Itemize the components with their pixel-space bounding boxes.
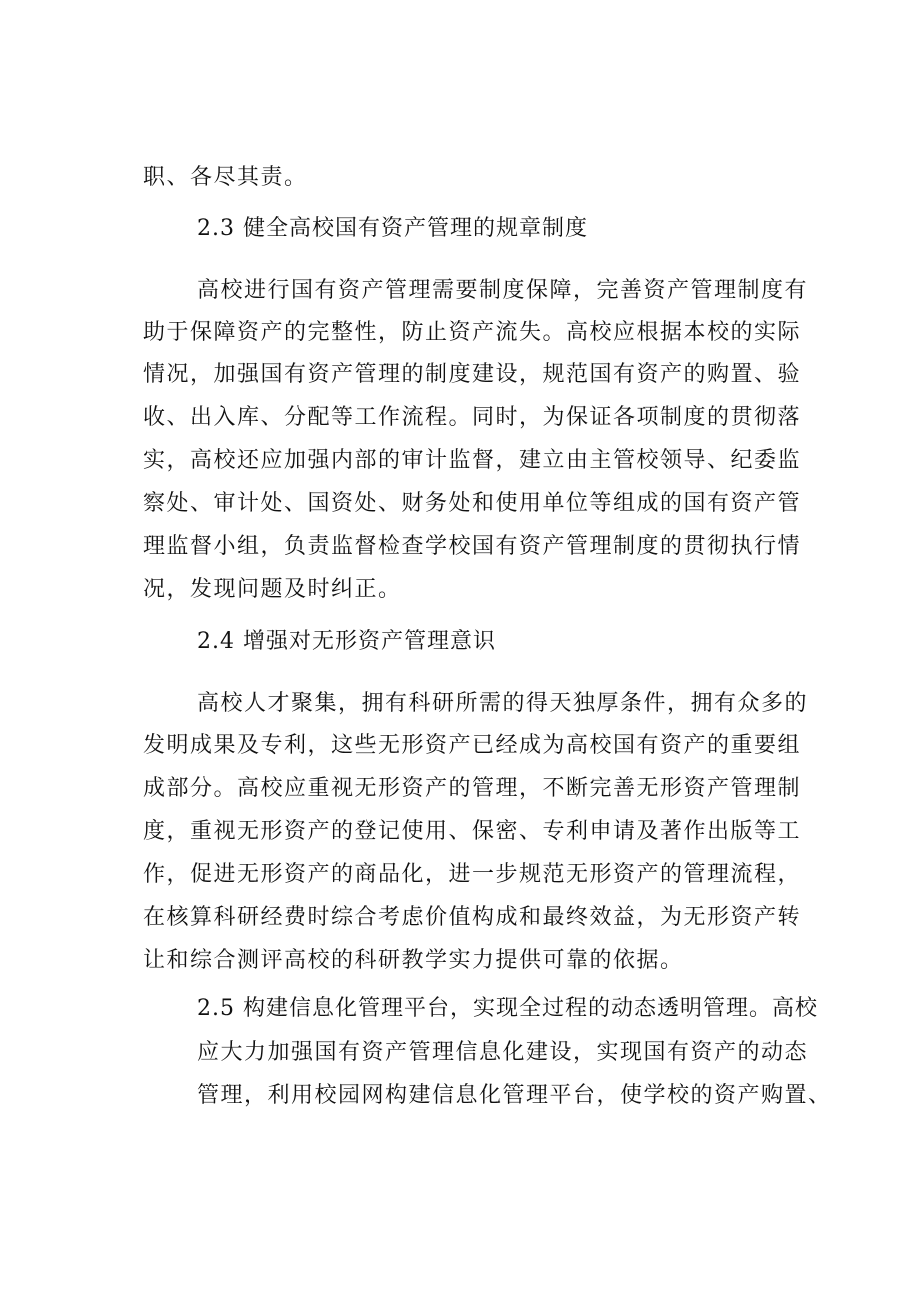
paragraph-line: 度，重视无形资产的登记使用、保密、专利申请及著作出版等工 bbox=[143, 819, 802, 844]
paragraph-line: 管理，利用校园网构建信息化管理平台，使学校的资产购置、 bbox=[197, 1083, 832, 1108]
paragraph-line: 职、各尽其责。 bbox=[143, 165, 308, 190]
section-heading-2-4: 2.4 增强对无形资产管理意识 bbox=[197, 629, 496, 654]
paragraph-line: 情况，加强国有资产管理的制度建设，规范国有资产的购置、验 bbox=[143, 362, 802, 387]
paragraph-line: 发明成果及专利，这些无形资产已经成为高校国有资产的重要组 bbox=[143, 733, 802, 758]
paragraph-line: 高校人才聚集，拥有科研所需的得天独厚条件，拥有众多的 bbox=[197, 691, 809, 716]
section-heading-2-5: 2.5 构建信息化管理平台，实现全过程的动态透明管理。高校 bbox=[197, 996, 818, 1021]
paragraph-line: 成部分。高校应重视无形资产的管理，不断完善无形资产管理制 bbox=[143, 776, 802, 801]
paragraph-line: 高校进行国有资产管理需要制度保障，完善资产管理制度有 bbox=[197, 278, 809, 303]
section-heading-2-3: 2.3 健全高校国有资产管理的规章制度 bbox=[197, 216, 588, 241]
paragraph-line: 察处、审计处、国资处、财务处和使用单位等组成的国有资产管 bbox=[143, 491, 802, 516]
paragraph-line: 在核算科研经费时综合考虑价值构成和最终效益，为无形资产转 bbox=[143, 905, 802, 930]
paragraph-line: 况，发现问题及时纠正。 bbox=[143, 577, 402, 602]
paragraph-line: 助于保障资产的完整性，防止资产流失。高校应根据本校的实际 bbox=[143, 320, 802, 345]
paragraph-line: 实，高校还应加强内部的审计监督，建立由主管校领导、纪委监 bbox=[143, 448, 802, 473]
paragraph-line: 让和综合测评高校的科研教学实力提供可靠的依据。 bbox=[143, 948, 684, 973]
paragraph-line: 应大力加强国有资产管理信息化建设，实现国有资产的动态 bbox=[197, 1040, 809, 1065]
paragraph-line: 作，促进无形资产的商品化，进一步规范无形资产的管理流程， bbox=[143, 862, 802, 887]
paragraph-line: 理监督小组，负责监督检查学校国有资产管理制度的贯彻执行情 bbox=[143, 534, 802, 559]
paragraph-line: 收、出入库、分配等工作流程。同时，为保证各项制度的贯彻落 bbox=[143, 405, 802, 430]
